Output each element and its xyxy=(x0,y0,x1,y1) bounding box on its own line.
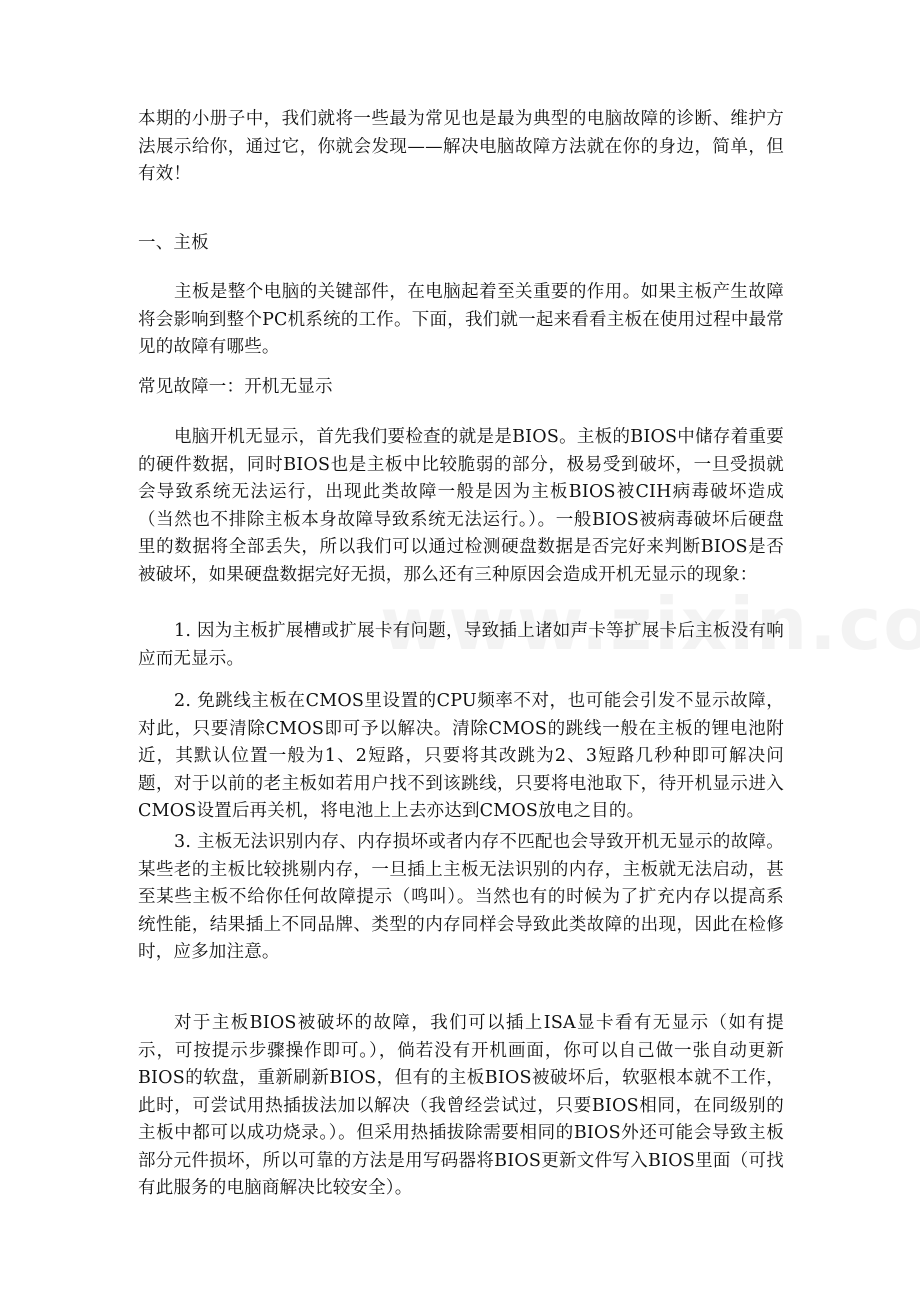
bios-repair-paragraph: 对于主板BIOS被破坏的故障，我们可以插上ISA显卡看有无显示（如有提示，可按提示步骤操作即可。），倘若没有开机画面，你可以自己做一张自动更新BIOS的软盘，重新刷新BIOS，但有的主板BIOS被破坏后，软驱根本就不工作，此时，可尝试用热插拔法加以解决（我曾经尝试过，只要BIOS相同，在同级别的主板中都可以成功烧录。）。但采用热插拔除需要相同的BIOS外还可能会导致主板部分元件损坏，所以可靠的方法是用写码器将BIOS更新文件写入BIOS里面（可找有此服务的电脑商解决比较安全）。 xyxy=(138,1013,784,1198)
fault-description-paragraph: 电脑开机无显示，首先我们要检查的就是是BIOS。主板的BIOS中储存着重要的硬件数据，同时BIOS也是主板中比较脆弱的部分，极易受到破坏，一旦受损就会导致系统无法运行，出现此类故障一般是因为主板BIOS被CIH病毒破坏造成（当然也不排除主板本身故障导致系统无法运行。）。一般BIOS被病毒破坏后硬盘里的数据将全部丢失，所以我们可以通过检测硬盘数据是否完好来判断BIOS是否被破坏，如果硬盘数据完好无损，那么还有三种原因会造成开机无显示的现象： xyxy=(138,427,784,585)
fault-cause-item: 3. 主板无法识别内存、内存损坏或者内存不匹配也会导致开机无显示的故障。某些老的主板比较挑剔内存，一旦插上主板无法识别的内存，主板就无法启动，甚至某些主板不给你任何故障提示（鸣叫）。当然也有的时候为了扩充内存以提高系统性能，结果插上不同品牌、类型的内存同样会导致此类故障的出现，因此在检修时，应多加注意。 xyxy=(138,832,784,962)
section-intro-paragraph: 主板是整个电脑的关键部件，在电脑起着至关重要的作用。如果主板产生故障将会影响到整个PC机系统的工作。下面，我们就一起来看看主板在使用过程中最常见的故障有哪些。 xyxy=(138,282,784,357)
fault-title: 常见故障一：开机无显示 xyxy=(138,377,333,397)
fault-cause-item: 2. 免跳线主板在CMOS里设置的CPU频率不对，也可能会引发不显示故障，对此，只要清除CMOS即可予以解决。清除CMOS的跳线一般在主板的锂电池附近，其默认位置一般为1、2短路，只要将其改跳为2、3短路几秒种即可解决问题，对于以前的老主板如若用户找不到该跳线，只要将电池取下，待开机显示进入CMOS设置后再关机，将电池上上去亦达到CMOS放电之目的。 xyxy=(138,691,784,821)
intro-paragraph: 本期的小册子中，我们就将一些最为常见也是最为典型的电脑故障的诊断、维护方法展示给你，通过它，你就会发现——解决电脑故障方法就在你的身边，简单，但有效！ xyxy=(138,109,784,184)
section-heading-motherboard: 一、主板 xyxy=(138,233,209,253)
fault-cause-item: 1. 因为主板扩展槽或扩展卡有问题，导致插上诸如声卡等扩展卡后主板没有响应而无显示。 xyxy=(138,621,784,669)
